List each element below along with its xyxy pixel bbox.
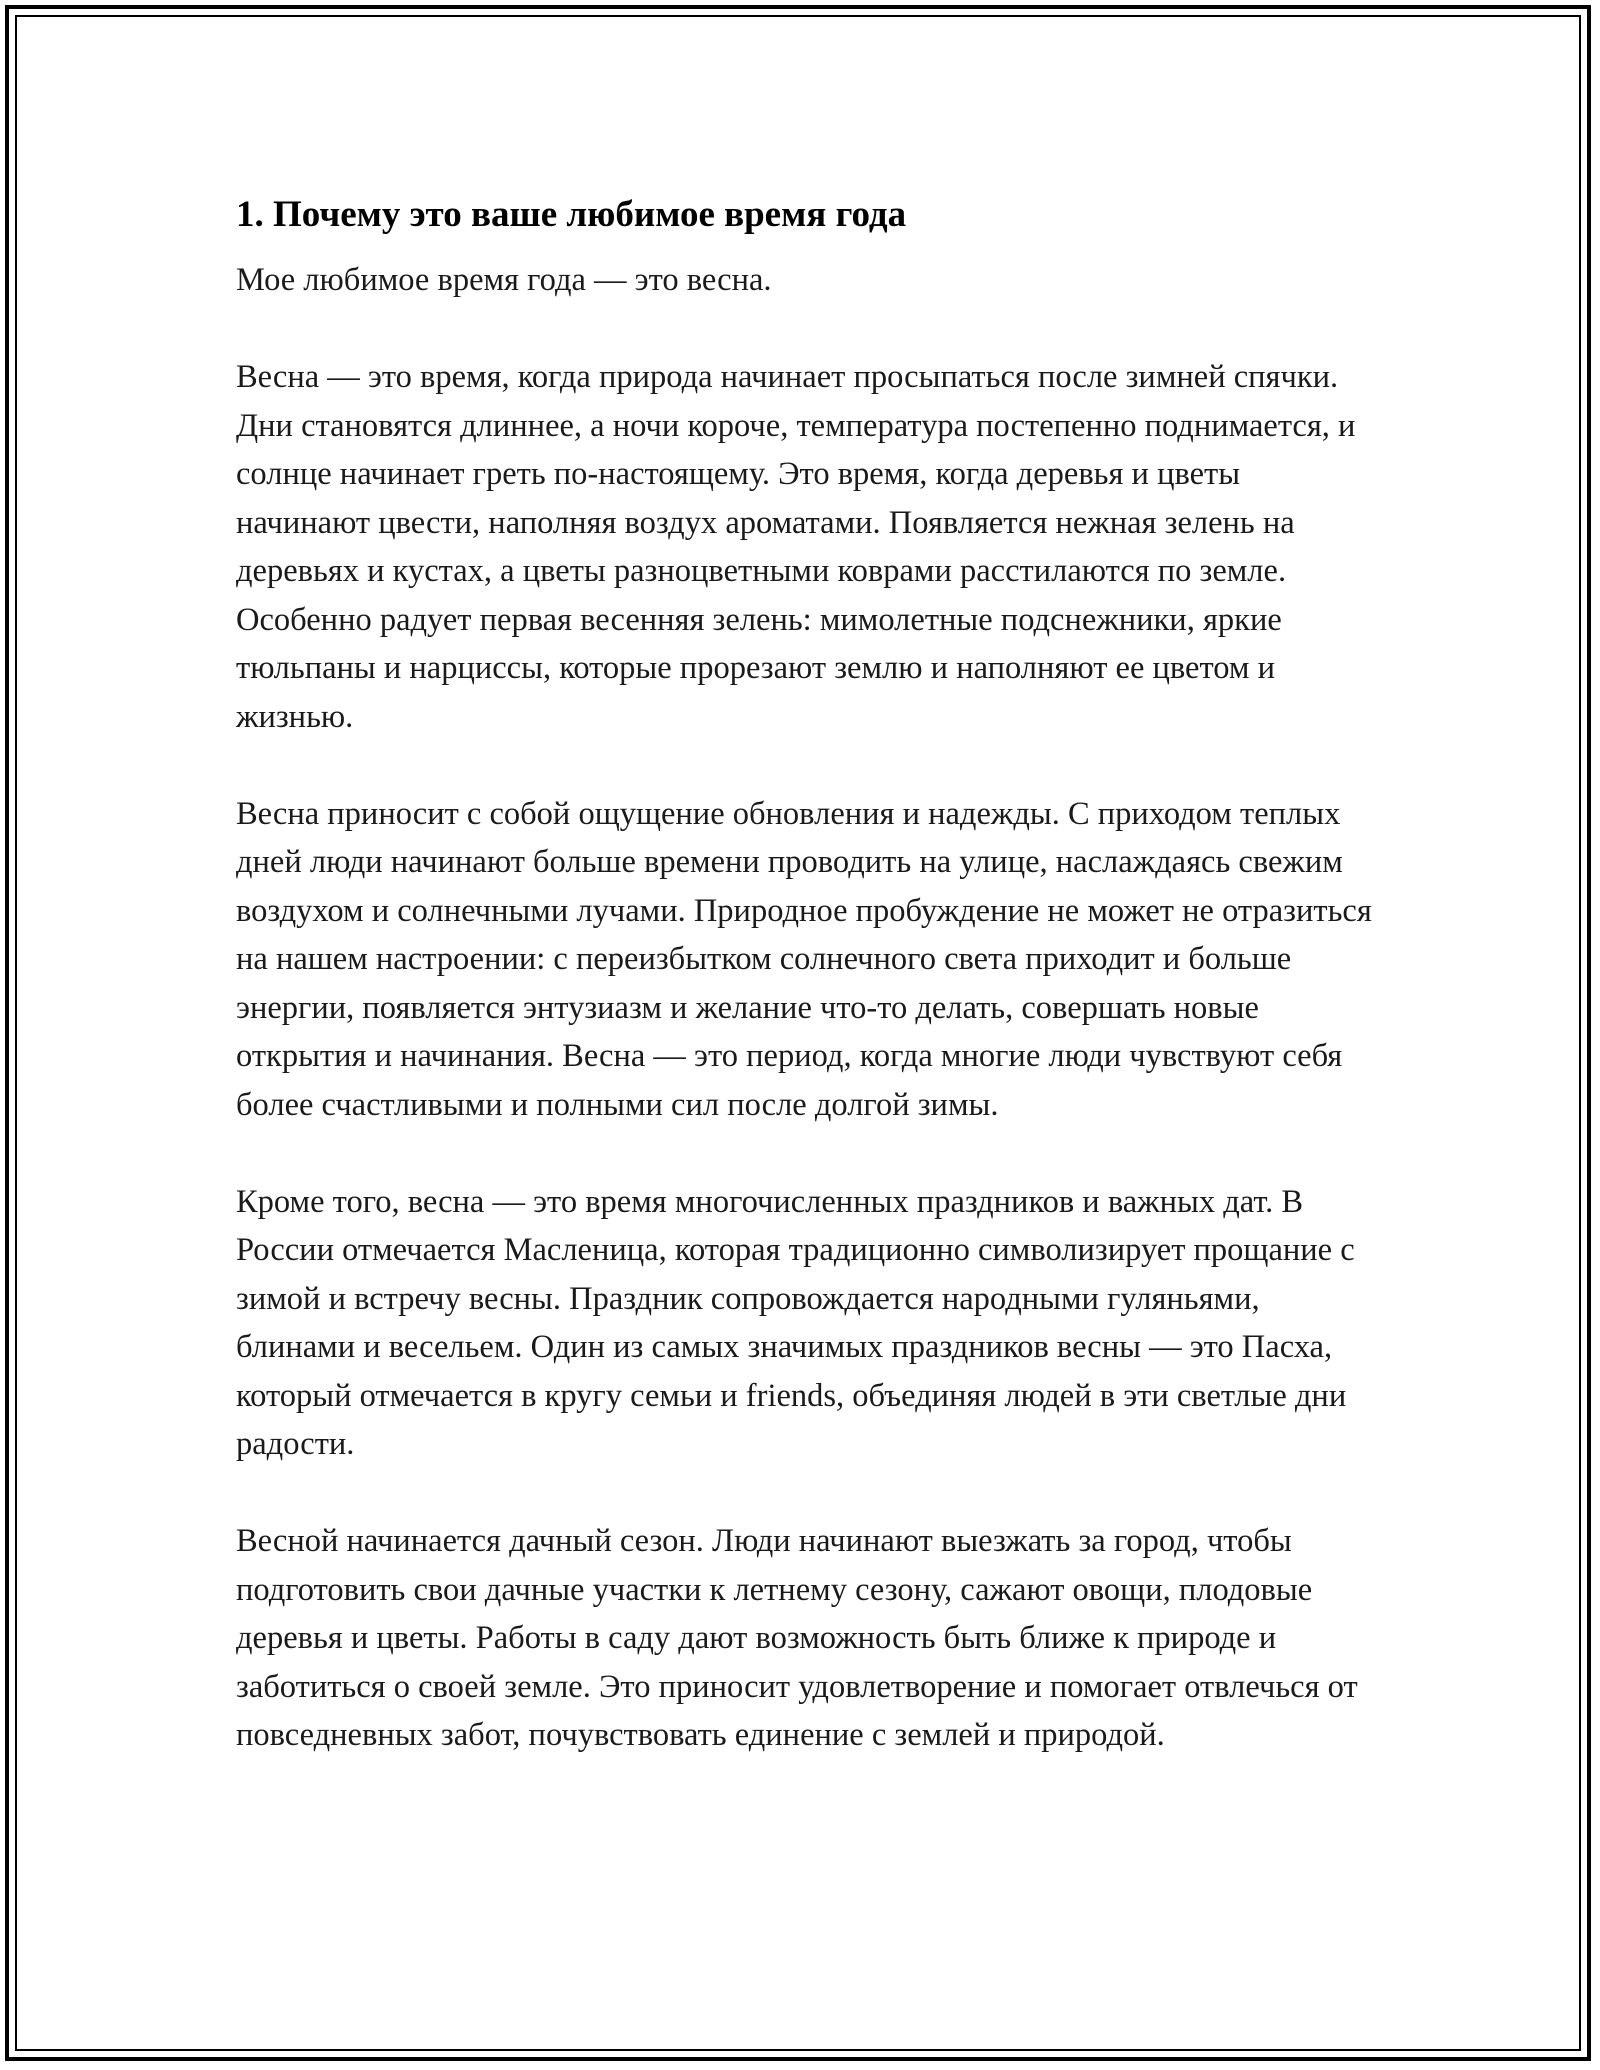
paragraph-renewal: Весна приносит с собой ощущение обновления и надежды. С приходом теплых дней люди начинают больше времени проводить на улице, наслаждаясь свежим воздухом и солнечными лучами. Природное пробуждение не может не отразиться на нашем настроении: с переизбытком солнечного света приходит и больше энергии, появляется энтузиазм и желание что-то делать, совершать новые открытия и начинания. Весна — это период, когда многие люди чувствуют себя более счастливыми и полными сил после долгой зимы. [236,795,1372,1123]
paragraph-intro: Мое любимое время года — это весна. [236,262,772,298]
paragraph-nature: Весна — это время, когда природа начинает просыпаться после зимней спячки. Дни становятся длиннее, а ночи короче, температура постепенно поднимается, и солнце начинает греть по-настоящему. Это время, когда деревья и цветы начинают цвести, наполняя воздух ароматами. Появляется нежная зелень на деревьях и кустах, а цветы разноцветными коврами расстилаются по земле. Особенно радует первая весенняя зелень: мимолетные подснежники, яркие тюльпаны и нарциссы, которые прорезают землю и наполняют ее цветом и жизнью. [236,359,1356,735]
paragraph-dacha: Весной начинается дачный сезон. Люди начинают выезжать за город, чтобы подготовить свои дачные участки к летнему сезону, сажают овощи, плодовые деревья и цветы. Работы в саду дают возможность быть ближе к природе и заботиться о своей земле. Это приносит удовлетворение и помогает отвлечься от повседневных забот, почувствовать единение с землей и природой. [236,1523,1358,1753]
document-body [236,188,1376,1808]
paragraph-holidays: Кроме того, весна — это время многочисленных праздников и важных дат. В России отмечается Масленица, которая традиционно символизирует прощание с зимой и встречу весны. Праздник сопровождается народными гуляньями, блинами и весельем. Один из самых значимых праздников весны — это Пасха, который отмечается в кругу семьи и friends, объединяя людей в эти светлые дни радости. [236,1183,1355,1462]
section-heading: 1. Почему это ваше любимое время года [236,194,907,235]
